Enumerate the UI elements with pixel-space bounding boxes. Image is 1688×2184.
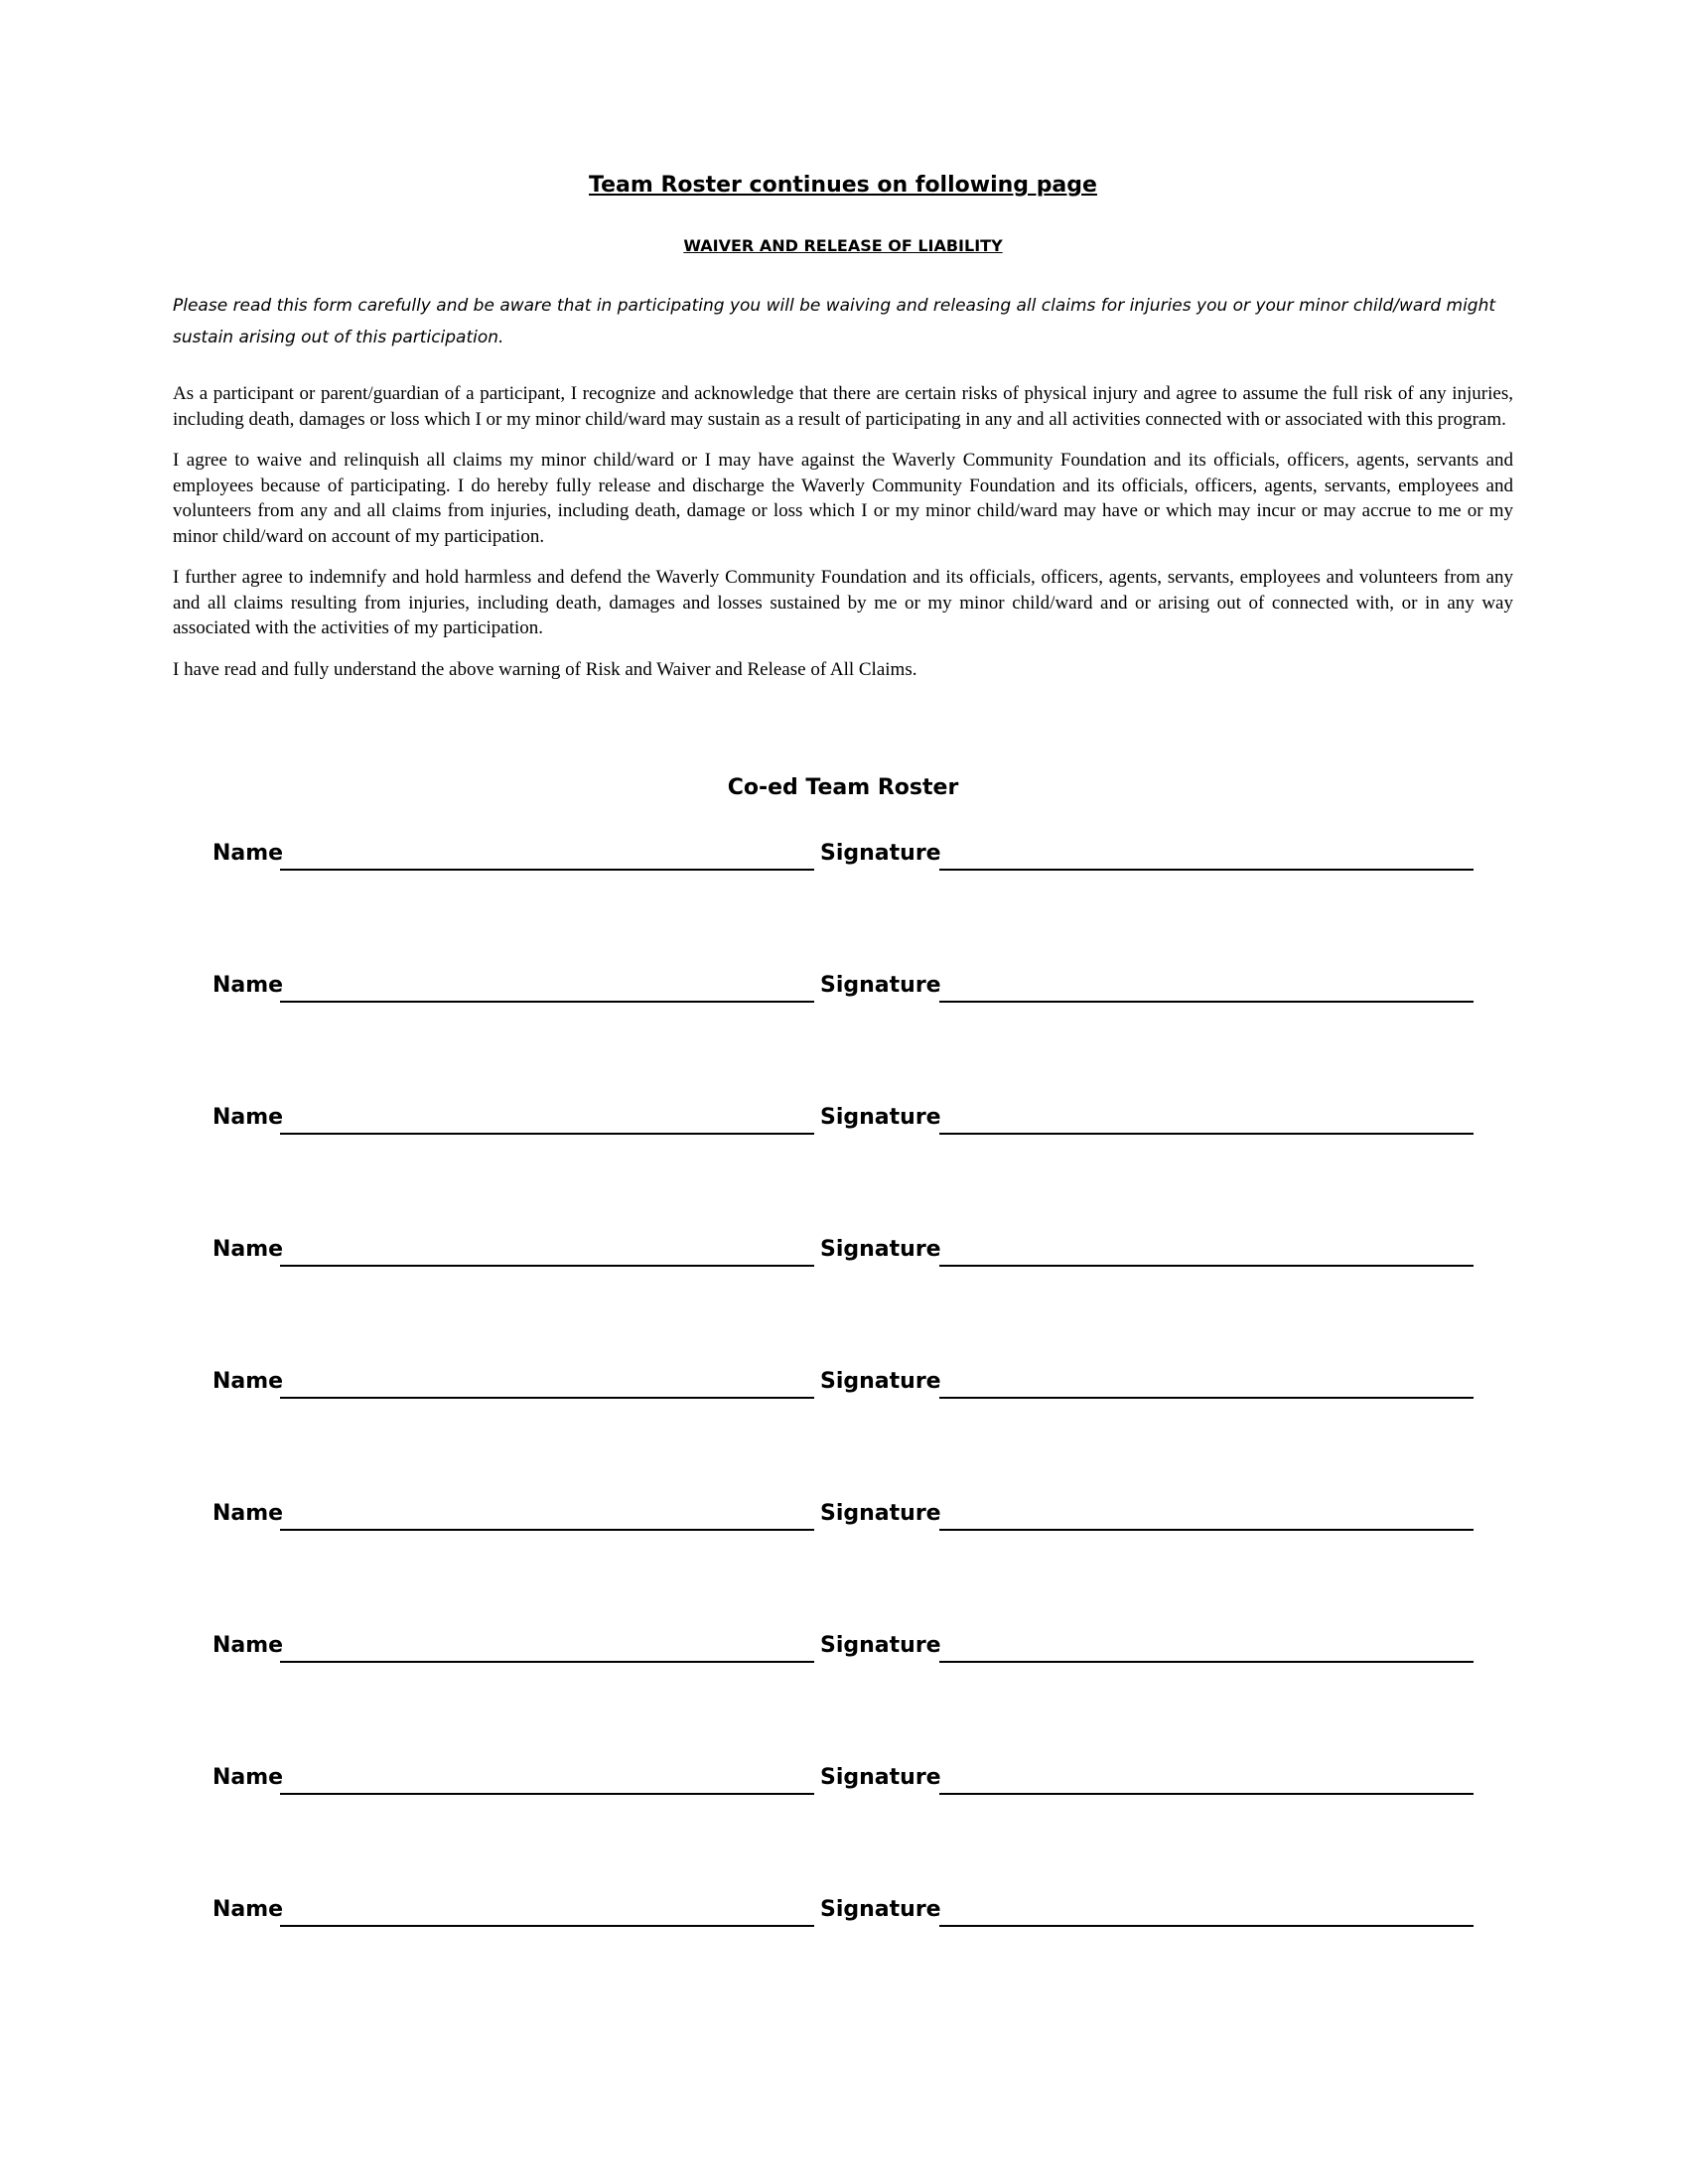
roster-title: Co-ed Team Roster (727, 775, 959, 800)
roster-row (212, 841, 1474, 871)
page-title: Team Roster continues on following page (589, 173, 1097, 198)
paragraph-acknowledgement: I have read and fully understand the above warning of Risk and Waiver and Release of All Claims. (173, 658, 917, 680)
name-field[interactable] (280, 1397, 814, 1399)
name-field[interactable] (280, 1529, 814, 1531)
signature-field[interactable] (939, 1397, 1474, 1399)
name-field[interactable] (280, 1793, 814, 1795)
signature-field[interactable] (939, 1001, 1474, 1003)
name-field[interactable] (280, 1265, 814, 1267)
signature-field[interactable] (939, 1265, 1474, 1267)
name-label: Name (212, 841, 284, 866)
signature-label: Signature (820, 1765, 941, 1790)
signature-field[interactable] (939, 1661, 1474, 1663)
paragraph-indemnify: I further agree to indemnify and hold harmless and defend the Waverly Community Foundation and its officials, officers, agents, servants, employees and volunteers from any and all claims resulting from injuries, including death, damages and losses sustained by me or my minor child/ward and or arising out of connected with, or in any way associated with the activities of my participation. (173, 567, 1513, 638)
signature-label: Signature (820, 1633, 941, 1658)
signature-field[interactable] (939, 869, 1474, 871)
roster-row (212, 1897, 1474, 1927)
paragraph-risk: As a participant or parent/guardian of a participant, I recognize and acknowledge that there are certain risks of physical injury and agree to assume the full risk of any injuries, including death, damages or loss which I or my minor child/ward may sustain as a result of participating in any and all activities connected with or associated with this program. (173, 383, 1513, 430)
signature-field[interactable] (939, 1133, 1474, 1135)
roster-row (212, 1501, 1474, 1531)
name-field[interactable] (280, 1133, 814, 1135)
name-label: Name (212, 1897, 284, 1922)
name-label: Name (212, 1237, 284, 1262)
signature-field[interactable] (939, 1529, 1474, 1531)
signature-label: Signature (820, 1237, 941, 1262)
signature-label: Signature (820, 973, 941, 998)
roster-row (212, 1105, 1474, 1135)
signature-field[interactable] (939, 1925, 1474, 1927)
name-field[interactable] (280, 869, 814, 871)
waiver-heading: WAIVER AND RELEASE OF LIABILITY (683, 236, 1003, 255)
paragraph-waive-claims: I agree to waive and relinquish all claims my minor child/ward or I may have against the Waverly Community Foundation and its officials, officers, agents, servants and employees because of participating. I do hereby fully release and discharge the Waverly Community Foundation and its officials, officers, agents, servants, employees and volunteers from any and all claims from injuries, including death, damage or loss which I or my minor child/ward may have or which may incur or may accrue to me or my minor child/ward on account of my participation. (173, 450, 1513, 547)
roster-row (212, 973, 1474, 1003)
name-field[interactable] (280, 1001, 814, 1003)
signature-label: Signature (820, 1501, 941, 1526)
waiver-body (173, 381, 1513, 698)
name-label: Name (212, 1633, 284, 1658)
signature-label: Signature (820, 1897, 941, 1922)
roster-row (212, 1237, 1474, 1267)
intro-notice: Please read this form carefully and be aware that in participating you will be waiving and releasing all claims for injuries you or your minor child/ward might sustain arising out of this participation. (173, 296, 1496, 347)
name-field[interactable] (280, 1661, 814, 1663)
name-label: Name (212, 1369, 284, 1394)
name-field[interactable] (280, 1925, 814, 1927)
signature-label: Signature (820, 1105, 941, 1130)
name-label: Name (212, 1105, 284, 1130)
name-label: Name (212, 1765, 284, 1790)
name-label: Name (212, 973, 284, 998)
signature-label: Signature (820, 841, 941, 866)
signature-field[interactable] (939, 1793, 1474, 1795)
roster-row (212, 1633, 1474, 1663)
name-label: Name (212, 1501, 284, 1526)
signature-label: Signature (820, 1369, 941, 1394)
roster-row (212, 1765, 1474, 1795)
roster-row (212, 1369, 1474, 1399)
